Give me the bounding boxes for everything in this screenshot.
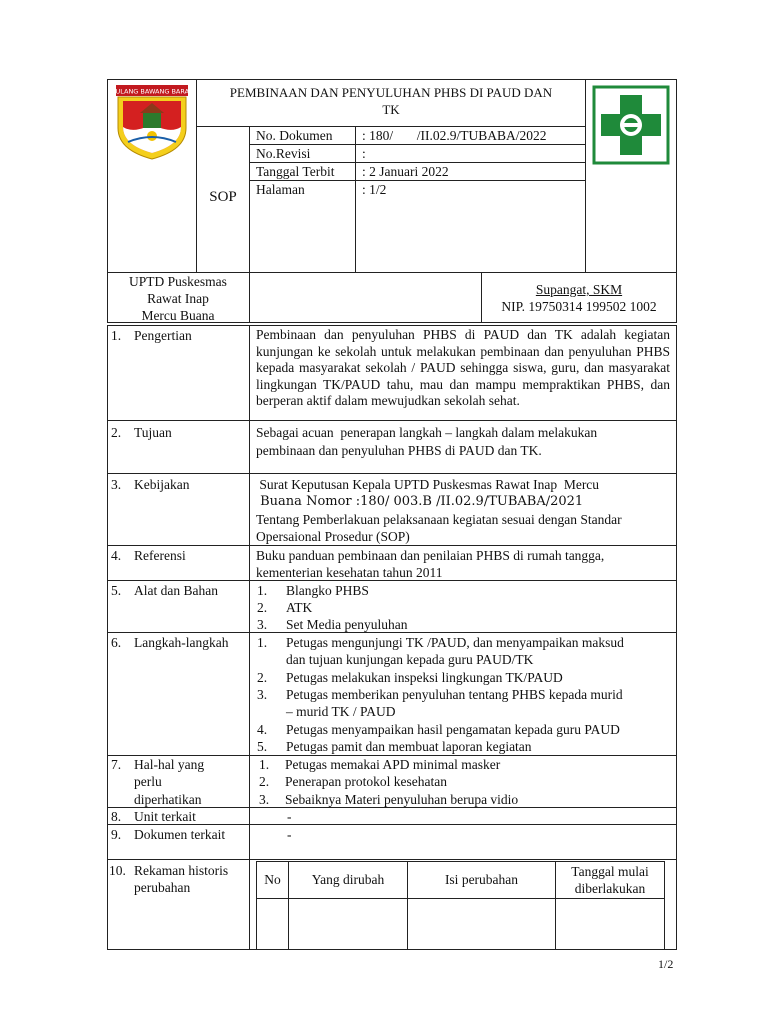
history-col-date-line1: Tanggal mulai <box>571 864 649 879</box>
issue-date-value: : 2 Januari 2022 <box>362 164 449 179</box>
page-value: : 1/2 <box>362 182 387 197</box>
list-item: Blangko PHBS <box>286 583 369 598</box>
section-8-label: Unit terkait <box>134 809 196 824</box>
section-3-line4: Opersaional Prosedur (SOP) <box>256 529 410 544</box>
list-item-number: 3. <box>257 617 268 632</box>
list-item: Petugas melakukan inspeksi lingkungan TK/PAUD <box>286 670 563 685</box>
list-item: Petugas memberikan penyuluhan tentang PHBS kepada murid <box>286 687 623 702</box>
section-9-value: - <box>287 827 292 842</box>
section-8-value: - <box>287 809 292 824</box>
section-3-number: 3. <box>111 477 122 492</box>
section-2-line2: pembinaan dan penyuluhan PHBS di PAUD dan TK. <box>256 443 542 458</box>
list-item: Petugas menyampaikan hasil pengamatan kepada guru PAUD <box>286 722 620 737</box>
section-7-label-line2: perlu <box>134 774 162 789</box>
signer-name: Supangat, SKM <box>535 282 623 297</box>
history-col-date-line2: diberlakukan <box>574 881 646 896</box>
section-4-label: Referensi <box>134 548 186 563</box>
logo-banner-text: TULANG BAWANG BARAT <box>114 87 190 96</box>
section-5-label: Alat dan Bahan <box>134 583 218 598</box>
section-1-label: Pengertian <box>134 328 192 343</box>
section-6-label: Langkah-langkah <box>134 635 229 650</box>
section-7-number: 7. <box>111 757 122 772</box>
page-label: Halaman <box>256 182 305 197</box>
section-10-label-line1: Rekaman historis <box>134 863 229 878</box>
org-line-2: Rawat Inap <box>147 291 209 306</box>
list-item: Sebaiknya Materi penyuluhan berupa vidio <box>285 792 519 807</box>
history-col-content: Isi perubahan <box>444 872 519 887</box>
section-4-number: 4. <box>111 548 122 563</box>
revision-label: No.Revisi <box>256 146 311 161</box>
list-item: Petugas memakai APD minimal masker <box>285 757 501 772</box>
doc-title-line1: PEMBINAAN DAN PENYULUHAN PHBS DI PAUD DAN <box>229 85 553 100</box>
list-item-continuation: – murid TK / PAUD <box>286 704 396 719</box>
section-2-label: Tujuan <box>134 425 172 440</box>
org-line-1: UPTD Puskesmas <box>129 274 227 289</box>
section-5-number: 5. <box>111 583 122 598</box>
list-item: Set Media penyuluhan <box>286 617 408 632</box>
signer-nip: NIP. 19750314 199502 1002 <box>501 299 657 314</box>
doc-number-label: No. Dokumen <box>256 128 333 143</box>
list-item-number: 3. <box>259 792 270 807</box>
section-9-number: 9. <box>111 827 122 842</box>
list-item-number: 1. <box>257 635 268 650</box>
section-7-label-line1: Hal-hal yang <box>134 757 205 772</box>
section-3-line2: Buana Nomor :180/ 003.B /II.02.9/TUBABA/2021 <box>256 494 584 509</box>
section-9-label: Dokumen terkait <box>134 827 226 842</box>
list-item: Petugas pamit dan membuat laporan kegiatan <box>286 739 532 754</box>
history-col-no: No <box>264 872 281 887</box>
section-8-number: 8. <box>111 809 122 824</box>
section-2-line1: Sebagai acuan penerapan langkah – langkah dalam melakukan <box>256 425 598 440</box>
list-item-number: 2. <box>259 774 270 789</box>
section-3-line1: Surat Keputusan Kepala UPTD Puskesmas Rawat Inap Mercu <box>256 477 600 492</box>
section-1-number: 1. <box>111 328 122 343</box>
section-1-text: Pembinaan dan penyuluhan PHBS di PAUD dan TK adalah kegiatan kunjungan ke sekolah untuk melakukan pembinaan dan penyuluhan PHBS kepada masyarakat sekolah / PAUD sehingga siswa, guru, dan masyarakat lingkungan TK/PAUD tahu, mau dan mampu mempraktikan PHBS, dan berperan aktif dalam mewujudkan sekolah sehat. <box>256 327 670 408</box>
section-10-number: 10. <box>109 863 126 878</box>
list-item-number: 2. <box>257 600 268 615</box>
section-4-line1: Buku panduan pembinaan dan penilaian PHBS di rumah tangga, <box>256 548 605 563</box>
doc-title-line2: TK <box>382 102 400 117</box>
list-item-number: 5. <box>257 739 268 754</box>
section-4-line2: kementerian kesehatan tahun 2011 <box>256 565 443 580</box>
page-number: 1/2 <box>658 957 674 971</box>
org-line-3: Mercu Buana <box>141 308 215 323</box>
history-col-changed: Yang dirubah <box>311 872 385 887</box>
list-item-number: 3. <box>257 687 268 702</box>
section-3-line3: Tentang Pemberlakuan pelaksanaan kegiatan sesuai dengan Standar <box>256 512 622 527</box>
section-2-number: 2. <box>111 425 122 440</box>
list-item-number: 1. <box>257 583 268 598</box>
section-7-label-line3: diperhatikan <box>134 792 202 807</box>
section-3-label: Kebijakan <box>134 477 190 492</box>
list-item-continuation: dan tujuan kunjungan kepada guru PAUD/TK <box>286 652 534 667</box>
section-6-number: 6. <box>111 635 122 650</box>
regency-logo <box>114 84 190 160</box>
list-item-number: 4. <box>257 722 268 737</box>
list-item-number: 2. <box>257 670 268 685</box>
puskesmas-cross-logo <box>592 85 670 165</box>
doc-number-value: : 180/ /II.02.9/TUBABA/2022 <box>362 128 547 143</box>
list-item-number: 1. <box>259 757 270 772</box>
list-item: ATK <box>286 600 313 615</box>
revision-value: : <box>362 146 366 161</box>
list-item: Penerapan protokol kesehatan <box>285 774 447 789</box>
section-10-label-line2: perubahan <box>134 880 191 895</box>
sop-label: SOP <box>209 189 237 205</box>
issue-date-label: Tanggal Terbit <box>256 164 335 179</box>
list-item: Petugas mengunjungi TK /PAUD, dan menyampaikan maksud <box>286 635 624 650</box>
